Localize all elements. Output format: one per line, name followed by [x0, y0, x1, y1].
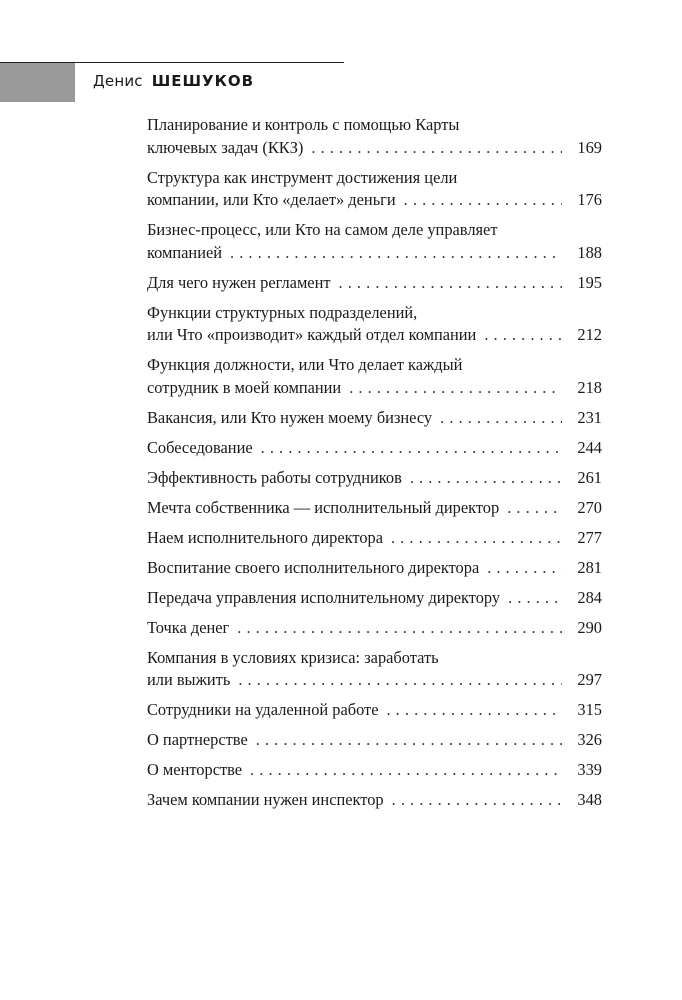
toc-entry[interactable]: [147, 407, 602, 430]
toc-entry-title-line: О менторстве: [147, 760, 243, 779]
toc-page-number: 277: [577, 527, 602, 547]
toc-page-number: 244: [577, 437, 602, 457]
toc-entry[interactable]: [147, 699, 602, 722]
dot-leader: [508, 587, 562, 610]
toc-entry[interactable]: [147, 497, 602, 520]
author-last-name: ШЕШУКОВ: [151, 72, 255, 90]
toc-page-number: 339: [577, 760, 602, 779]
header-gray-tab: [0, 63, 75, 102]
toc-entry-title-line: или выжить: [147, 670, 231, 689]
dot-leader: [386, 699, 562, 722]
toc-page-number: 315: [577, 700, 602, 719]
toc-entry[interactable]: [147, 789, 602, 812]
toc-entry-title-line: Воспитание своего исполнительного директора: [147, 557, 480, 577]
toc-entry-title-line: Сотрудники на удаленной работе: [147, 700, 379, 719]
toc-entry-last-line: [147, 437, 602, 460]
dot-leader: [349, 377, 562, 400]
toc-entry-last-line: [147, 587, 602, 610]
dot-leader: [391, 527, 562, 550]
toc-entry-last-line: [147, 324, 602, 347]
dot-leader: [311, 137, 562, 160]
toc-entry-title-line: Собеседование: [147, 437, 253, 457]
toc-page-number: 261: [577, 467, 602, 487]
toc-entry-title-line: сотрудник в моей компании: [147, 377, 342, 397]
toc-entry-title-line: Структура как инструмент достижения цели: [147, 167, 458, 187]
toc-page-number: 284: [577, 587, 602, 607]
toc-entry-last-line: [147, 617, 602, 640]
toc-entry[interactable]: [147, 167, 602, 212]
toc-page-number: 195: [577, 272, 602, 292]
toc-entry-last-line: [147, 729, 602, 752]
dot-leader: [250, 759, 562, 782]
toc-entry-last-line: [147, 669, 602, 692]
toc-page-number: 348: [577, 790, 602, 809]
toc-entry-title-line: Для чего нужен регламент: [147, 272, 331, 292]
dot-leader: [487, 557, 562, 580]
toc-entry-title-line: Наем исполнительного директора: [147, 527, 383, 547]
toc-entry[interactable]: [147, 467, 602, 490]
dot-leader: [230, 242, 562, 265]
toc-entry-last-line: [147, 272, 602, 295]
toc-entry-last-line: [147, 497, 602, 520]
toc-entry[interactable]: [147, 354, 602, 399]
dot-leader: [440, 407, 562, 430]
running-header-author: [93, 72, 254, 90]
toc-page-number: 270: [577, 497, 602, 517]
dot-leader: [484, 324, 562, 347]
toc-entry-title-line: компании, или Кто «делает» деньги: [147, 190, 396, 209]
toc-entry[interactable]: [147, 617, 602, 640]
toc-entry[interactable]: [147, 114, 602, 159]
toc-entry[interactable]: [147, 557, 602, 580]
toc-entry-last-line: [147, 759, 602, 782]
toc-entry-title-line: Бизнес-процесс, или Кто на самом деле управляет: [147, 220, 498, 239]
dot-leader: [339, 272, 562, 295]
toc-entry-title-line: Передача управления исполнительному директору: [147, 587, 501, 607]
toc-entry-last-line: [147, 527, 602, 550]
toc-page-number: 169: [577, 137, 602, 157]
toc-entry[interactable]: [147, 219, 602, 264]
dot-leader: [392, 789, 562, 812]
dot-leader: [507, 497, 562, 520]
dot-leader: [404, 189, 562, 212]
toc-page-number: 188: [577, 242, 602, 262]
toc-page-number: 281: [577, 557, 602, 577]
toc-entry-last-line: [147, 377, 602, 400]
toc-entry[interactable]: [147, 527, 602, 550]
toc-entry[interactable]: [147, 272, 602, 295]
toc-entry-last-line: [147, 557, 602, 580]
toc-page-number: 176: [577, 190, 602, 209]
toc-entry-last-line: [147, 137, 602, 160]
toc-page-number: 290: [577, 617, 602, 637]
toc-entry-title-line: Компания в условиях кризиса: заработать: [147, 647, 439, 667]
dot-leader: [238, 669, 562, 692]
toc-entry-last-line: [147, 407, 602, 430]
toc-entry-title-line: или Что «производит» каждый отдел компании: [147, 325, 477, 344]
dot-leader: [261, 437, 562, 460]
toc-entry[interactable]: [147, 759, 602, 782]
author-first-name: Денис: [93, 72, 143, 90]
dot-leader: [237, 617, 562, 640]
toc-page-number: 231: [577, 407, 602, 427]
toc-entry[interactable]: [147, 647, 602, 692]
toc-entry-title-line: Вакансия, или Кто нужен моему бизнесу: [147, 407, 433, 427]
toc-entry-title-line: Планирование и контроль с помощью Карты: [147, 115, 460, 134]
toc-entry-last-line: [147, 467, 602, 490]
toc-entry-last-line: [147, 242, 602, 265]
toc-entry-title-line: Точка денег: [147, 617, 230, 637]
toc-page-number: 212: [577, 325, 602, 344]
toc-entry-title-line: ключевых задач (ККЗ): [147, 137, 304, 157]
toc-entry-last-line: [147, 699, 602, 722]
toc-entry[interactable]: [147, 302, 602, 347]
dot-leader: [256, 729, 562, 752]
toc-entry-title-line: Мечта собственника — исполнительный директор: [147, 497, 500, 517]
toc-page-number: 218: [577, 377, 602, 397]
toc-entry-title-line: Зачем компании нужен инспектор: [147, 790, 384, 809]
toc-entry[interactable]: [147, 437, 602, 460]
table-of-contents: [147, 114, 602, 819]
toc-entry-title-line: О партнерстве: [147, 730, 248, 749]
dot-leader: [410, 467, 562, 490]
toc-entry-title-line: компанией: [147, 242, 223, 262]
toc-entry-title-line: Функция должности, или Что делает каждый: [147, 355, 463, 374]
toc-entry[interactable]: [147, 729, 602, 752]
toc-entry-title-line: Функции структурных подразделений,: [147, 302, 418, 322]
toc-entry[interactable]: [147, 587, 602, 610]
toc-entry-last-line: [147, 189, 602, 212]
toc-entry-last-line: [147, 789, 602, 812]
toc-page-number: 297: [577, 670, 602, 689]
toc-page-number: 326: [577, 730, 602, 749]
toc-entry-title-line: Эффективность работы сотрудников: [147, 467, 402, 487]
